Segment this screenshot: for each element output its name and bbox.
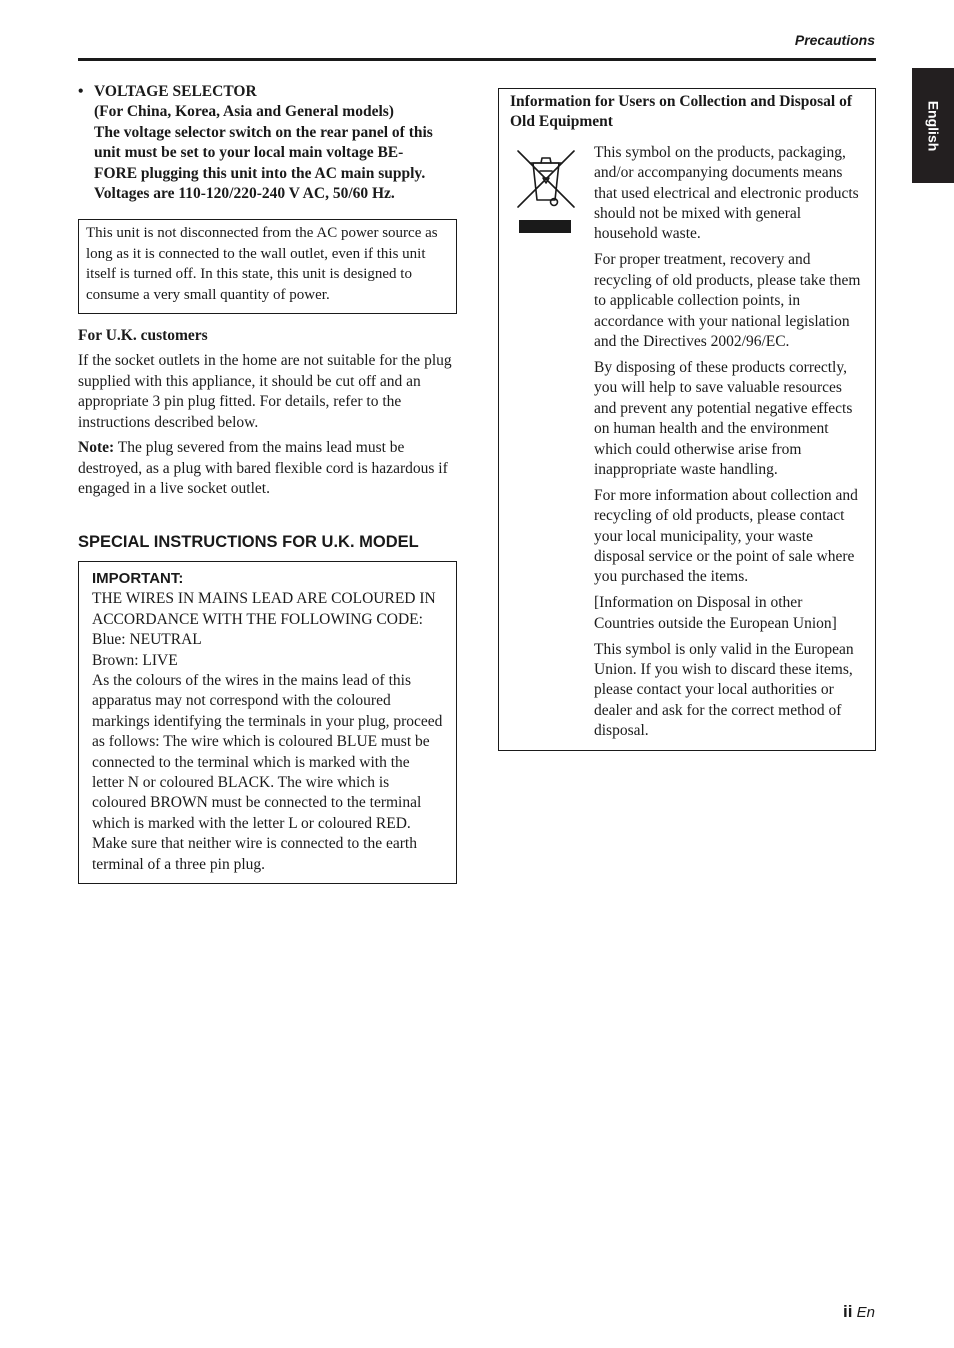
weee-title: Information for Users on Collection and Disposal of Old Equipment (510, 93, 853, 131)
power-notice-text: This unit is not disconnected from the AC power source as long as it is connected to the wall outlet, even if this unit itself is turned off. In this state, this unit is designed to consume a very small quantity of power. (86, 225, 438, 303)
weee-content (510, 143, 865, 742)
left-column (78, 82, 457, 884)
language-tab-label: English (925, 100, 941, 151)
page-number: ii (843, 1302, 853, 1321)
page-language-code: En (856, 1304, 875, 1321)
weee-icon-column (510, 143, 594, 742)
important-box (78, 561, 457, 884)
power-notice-box (78, 219, 457, 314)
weee-paragraph: This symbol is only valid in the European Union. If you wish to discard these items, please contact your local authorities or dealer and ask for the correct method of disposal. (594, 640, 854, 740)
weee-paragraph: For proper treatment, recovery and recycling of old products, please take them to applicable collection points, in accordance with your national legislation and the Directives 2002/96/EC. (594, 251, 861, 350)
voltage-line: (For China, Korea, Asia and General models) (94, 103, 394, 121)
crossed-out-wheelie-bin-icon (514, 145, 578, 215)
page-section-title: Precautions (794, 32, 875, 48)
page-footer (843, 1302, 875, 1322)
important-label: IMPORTANT: (92, 570, 184, 588)
voltage-line: unit must be set to your local main voltage BE- (94, 144, 404, 162)
voltage-line: The voltage selector switch on the rear panel of this (94, 123, 433, 141)
important-line: As the colours of the wires in the mains lead of this apparatus may not correspond with the coloured markings identifying the terminals in your plug, proceed as follows: The wire which is coloured BLUE must be connected to the terminal which is marked with the letter N or coloured BLACK. The wire which is coloured BROWN must be connected to the terminal which is marked with the letter L or coloured RED. Make sure that neither wire is connected to the earth terminal of a three pin plug. (92, 671, 443, 873)
uk-customers-body: If the socket outlets in the home are not suitable for the plug supplied with this appliance, it should be cut off and an appropriate 3 pin plug fitted. For details, refer to the instructions described below. (78, 352, 452, 431)
right-column (498, 88, 876, 751)
language-tab (912, 68, 954, 183)
voltage-line: FORE plugging this unit into the AC main supply. (94, 164, 426, 182)
plug-note (78, 438, 457, 499)
note-body: The plug severed from the mains lead must be destroyed, as a plug with bared flexible cord is hazardous if engaged in a live socket outlet. (78, 439, 448, 497)
uk-customers-heading: For U.K. customers (78, 327, 208, 345)
weee-info-box (498, 88, 876, 751)
important-line: Blue: NEUTRAL (92, 631, 202, 649)
bullet-glyph: • (78, 83, 84, 100)
voltage-line: VOLTAGE SELECTOR (94, 83, 257, 100)
weee-paragraph: [Information on Disposal in other Countries outside the European Union] (594, 594, 837, 632)
important-line: THE WIRES IN MAINS LEAD ARE COLOURED IN ACCORDANCE WITH THE FOLLOWING CODE: (92, 590, 436, 628)
weee-paragraph: This symbol on the products, packaging, and/or accompanying documents means that used electrical and electronic products should not be mixed with general household waste. (594, 143, 859, 243)
weee-paragraph: For more information about collection and recycling of old products, please contact your local municipality, your waste disposal service or the point of sale where you purchased the items. (594, 486, 858, 586)
bin-underline-bar (519, 220, 571, 233)
special-instructions-heading: SPECIAL INSTRUCTIONS FOR U.K. MODEL (78, 533, 419, 552)
header-rule (78, 58, 876, 61)
important-line: Brown: LIVE (92, 651, 178, 669)
weee-text (594, 143, 865, 742)
voltage-line: Voltages are 110-120/220-240 V AC, 50/60 Hz. (94, 185, 395, 203)
voltage-selector-item (78, 82, 457, 204)
weee-paragraph: By disposing of these products correctly, you will help to save valuable resources and prevent any potential negative effects on human health and the environment which could otherwise arise from inappropriate waste handling. (594, 358, 853, 478)
note-label: Note: (78, 439, 115, 457)
